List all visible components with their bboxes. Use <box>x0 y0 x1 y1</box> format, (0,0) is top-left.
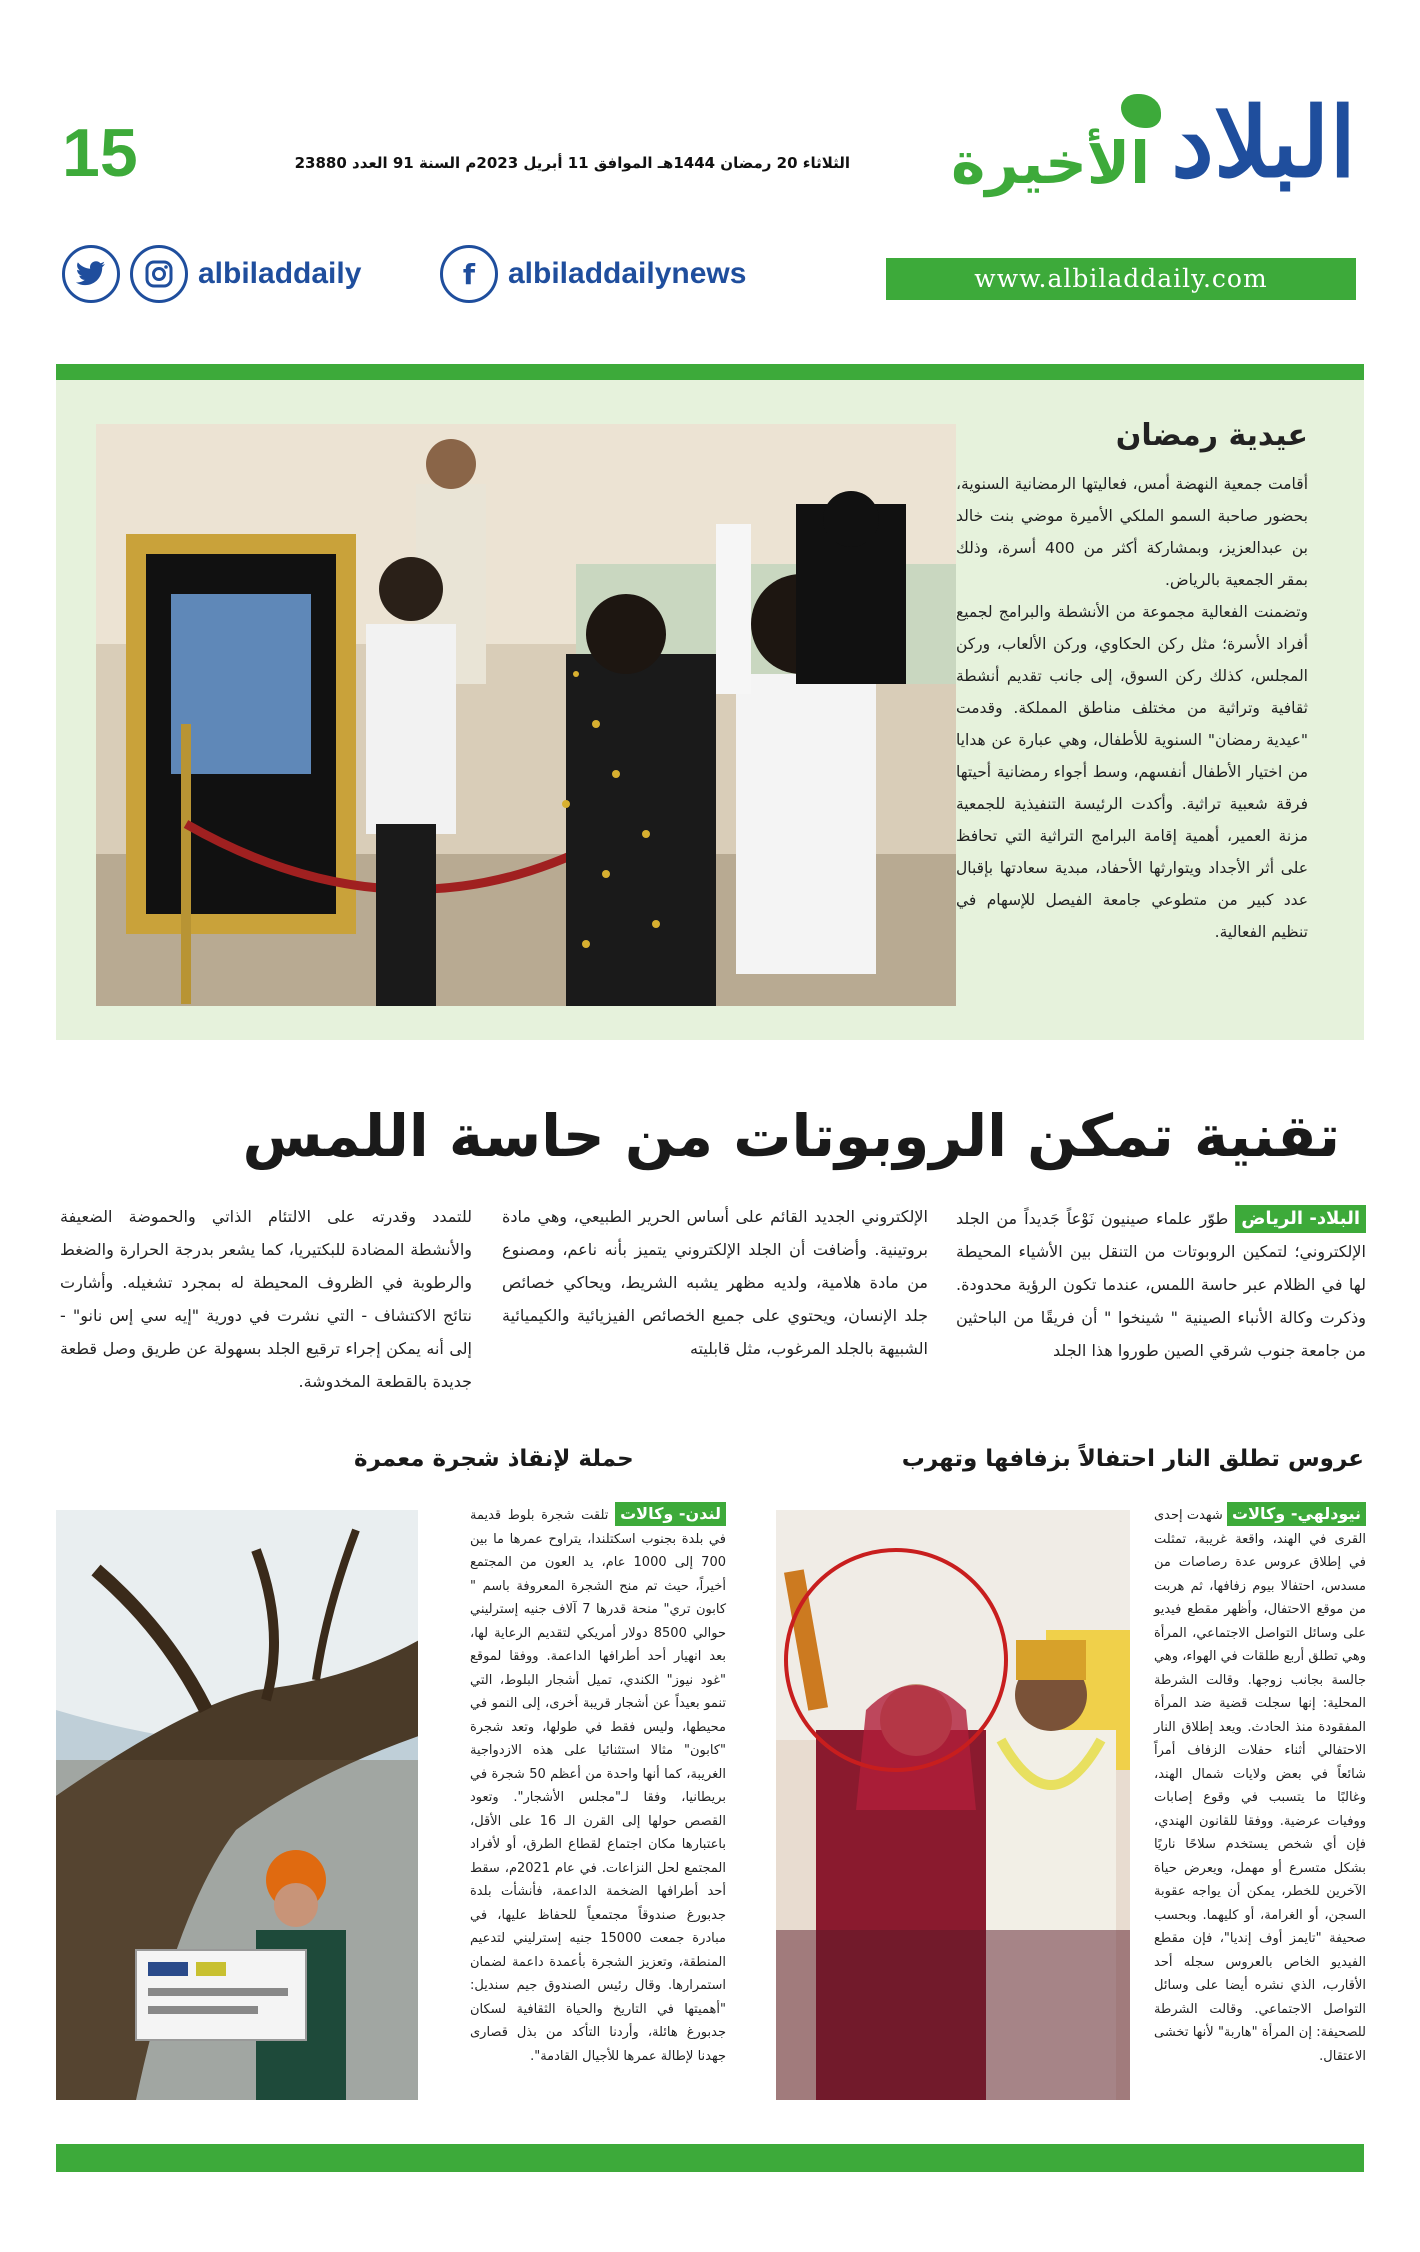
feature-paragraph: أقامت جمعية النهضة أمس، فعاليتها الرمضانية السنوية، بحضور صاحبة السمو الملكي الأميرة موضي بنت خالد بن عبدالعزيز، وبمشاركة أكثر من 400 أسرة، وذلك بمقر الجمعية بالرياض. <box>956 475 1308 589</box>
feature-photo <box>96 424 956 1006</box>
social-links[interactable] <box>62 246 361 302</box>
feature-paragraph: وتضمنت الفعالية مجموعة من الأنشطة والبرامج لجميع أفراد الأسرة؛ مثل ركن الحكاوي، وركن الألعاب، وركن المجلس، كذلك ركن السوق، إلى جانب تقديم أنشطة ثقافية وتراثية من مختلف مناطق المملكة. وقدمت "عيدية رمضان" السنوية للأطفال، وهي عبارة عن هدايا من اختيار الأطفال أنفسهم، وسط أجواء رمضانية أحيتها فرقة شعبية تراثية. وأكدت الرئيسة التنفيذية للجمعية مزنة العمير، أهمية إقامة البرامج التراثية التي تحافظ على أثر الأجداد ويتوارثها الأحفاد، مبدية سعادتها بإقبال عدد كبير من متطوعي جامعة الفيصل للإسهام في تنظيم الفعالية. <box>956 603 1308 941</box>
tree-photo <box>56 1510 418 2100</box>
feature-body <box>956 468 1308 948</box>
instagram-icon[interactable] <box>130 245 188 303</box>
bride-text <box>1154 1502 1366 2068</box>
robots-column-1 <box>956 1202 1366 1367</box>
instagram-handle: albiladdaily <box>198 257 362 290</box>
website-link[interactable]: www.albiladdaily.com <box>886 258 1356 300</box>
robots-text-1: طوّر علماء صينيون نَوْعاً جَديداً من الجلد الإلكتروني؛ لتمكين الروبوتات من التنقل بين الأشياء المحيطة لها في الظلام عبر حاسة اللمس، عندما تكون الرؤية محدودة. وذكرت وكالة الأنباء الصينية " شينخوا " أن فريقًا من الباحثين من جامعة جنوب شرقي الصين طوروا هذا الجلد <box>956 1209 1366 1360</box>
robots-headline: تقنية تمكن الروبوتات من حاسة اللمس <box>242 1102 1340 1170</box>
tree-body: تلقت شجرة بلوط قديمة في بلدة بجنوب اسكتلندا، يتراوح عمرها ما بين 700 إلى 1000 عام، يد العون من المجتمع أخيراً، حيث تم منح الشجرة المعروفة باسم " كابون تري" منحة قدرها 7 آلاف جنيه إسترليني حوالي 8500 دولار أمريكي لتقديم الرعاية لها، بعد انهيار أحد أطرافها الداعمة. ووفقا لموقع "غود نيوز" الكندي، تميل أشجار البلوط، التي تنمو بعيداً عن أشجار قريبة أخرى، إلى النمو في محيطها، وليس فقط في طولها، وتعد شجرة "كابون" مثالا استثنائيا على هذه الازدواجية الغريبة، كما أنها واحدة من أعظم 50 شجرة في بريطانيا، وفقا لـ"مجلس الأشجار". وتعود القصص حولها إلى القرن الـ 16 على الأقل، باعتبارها مكان اجتماع لقطاع الطرق، أو لأفراد المجتمع لحل النزاعات. في عام 2021م، سقط أحد أطرافها الضخمة الداعمة، فأنشأت بلدة جدبورغ صندوقاً مجتمعياً للحفاظ عليها، في مبادرة جمعت 15000 جنيه إسترليني لتدعيم المنطقة، وتعزيز الشجرة بأعمدة داعمة لضمان استمرارها. وقال رئيس الصندوق جيم سنديل: "أهميتها في التاريخ والحياة الثقافية لسكان جدبورغ هائلة، وأردنا التأكد من بذل قصارى جهدنا لإطالة عمرها للأجيال القادمة". <box>470 1508 727 2064</box>
bride-body: شهدت إحدى القرى في الهند، واقعة غريبة، تمثلت في إطلاق عروس عدة رصاصات من مسدس، احتفالا بيوم زفافها، ثم هربت من موقع الاحتفال، وأظهر مقطع فيديو على وسائل التواصل الاجتماعي، المرأة وهي تطلق أربع طلقات في الهواء، وهي جالسة بجانب زوجها. وقالت الشرطة المحلية: إنها سجلت قضية ضد المرأة المفقودة منذ الحادث. ويعد إطلاق النار الاحتفالي أثناء حفلات الزفاف أمراً شائعاً في بعض ولايات شمال الهند، وغالبًا ما يتسبب في وقوع إصابات ووفيات عرضية. ووفقا للقانون الهندي، فإن أي شخص يستخدم سلاحًا ناريًا بشكل متسرع أو مهمل، ويعرض حياة الآخرين للخطر، يمكن أن يواجه عقوبة السجن، أو الغرامة، أو كليهما. وبحسب صحيفة "تايمز أوف إنديا"، فإن مقطع الفيديو الخاص بالعروس سجله أحد الأقارب، الذي نشره أيضا على وسائل التواصل الاجتماعي. وقالت الشرطة للصحيفة: إن المرأة "هاربة" لأنها تخشى الاعتقال. <box>1154 1508 1366 2064</box>
feature-title: عيدية رمضان <box>1115 418 1308 453</box>
dateline: الثلاثاء 20 رمضان 1444هـ الموافق 11 أبريل 2023م السنة 91 العدد 23880 <box>294 154 850 172</box>
tree-text <box>470 1502 726 2068</box>
page-number: 15 <box>62 115 138 191</box>
facebook-icon: f <box>440 245 498 303</box>
robots-column-2: الإلكتروني الجديد القائم على أساس الحرير الطبيعي، وهي مادة بروتينية. وأضافت أن الجلد الإلكتروني يتميز بأنه ناعم، ومصنوع من مادة هلامية، ولديه مظهر يشبه الشريط، ويحاكي خصائص جلد الإنسان، ويحتوي على جميع الخصائص الفيزيائية والكيميائية الشبيهة بالجلد المرغوب، مثل قابليته <box>502 1207 928 1358</box>
tree-credit: لندن- وكالات <box>615 1502 726 1526</box>
facebook-link[interactable] <box>440 246 746 302</box>
robots-column-3: للتمدد وقدرته على الالتئام الذاتي والحموضة الضعيفة والأنشطة المضادة للبكتيريا، كما يشعر بدرجة الحرارة والضغط والرطوبة في الظروف المحيطة له بمجرد تشغيله. وأشارت نتائج الاكتشاف - التي نشرت في دورية "إيه سي إس نانو" - إلى أنه يمكن إجراء ترقيع الجلد بسهولة عن طريق وصل قطعة جديدة بالقطعة المخدوشة. <box>60 1207 472 1391</box>
bottom-divider <box>56 2144 1364 2172</box>
facebook-handle: albiladdailynews <box>508 257 747 290</box>
bride-credit: نيودلهي- وكالات <box>1227 1502 1366 1526</box>
tree-headline: حملة لإنقاذ شجرة معمرة <box>354 1446 634 1472</box>
logo-main-text: البلاد <box>1171 86 1356 199</box>
saudi-map-icon <box>1121 94 1161 128</box>
robots-credit: البلاد- الرياض <box>1235 1205 1366 1233</box>
logo-sub-text: الأخيرة <box>951 129 1150 197</box>
twitter-icon[interactable] <box>62 245 120 303</box>
bride-headline: عروس تطلق النار احتفالاً بزفافها وتهرب <box>901 1446 1364 1472</box>
bride-photo <box>776 1510 1130 2100</box>
